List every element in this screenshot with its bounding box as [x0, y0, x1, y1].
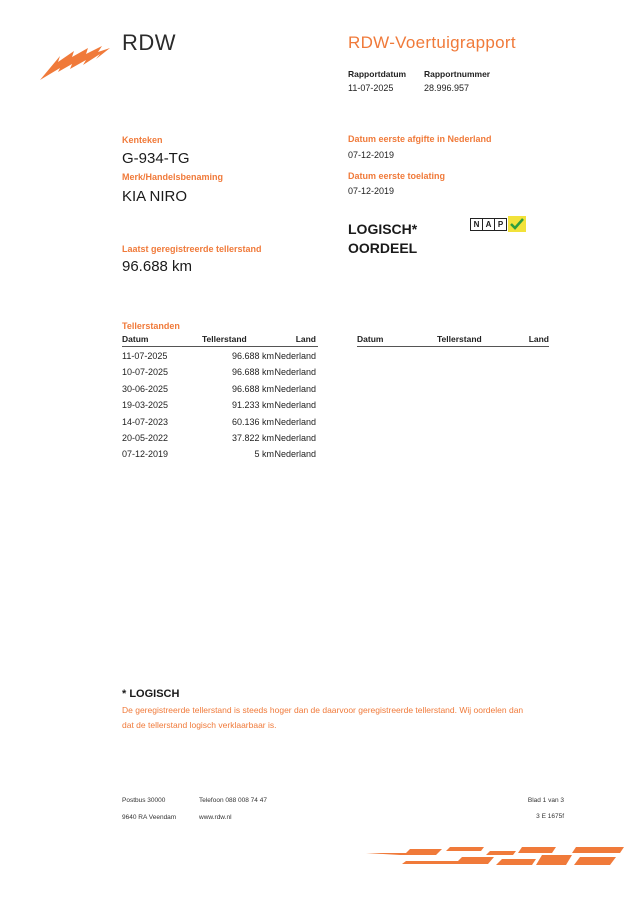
cell-reading: 96.688 km: [231, 351, 274, 361]
nap-letter-p: P: [497, 219, 504, 229]
verdict-line-1: LOGISCH*: [348, 221, 418, 237]
table-row: [122, 384, 318, 400]
cell-date: 10-07-2025: [122, 367, 169, 378]
header-rule: [122, 346, 318, 347]
rdw-logo-icon: [38, 42, 112, 82]
report-number-label: Rapportnummer: [424, 69, 491, 79]
cell-date: 11-07-2025: [122, 351, 168, 361]
col-header-reading-right: Tellerstand: [437, 334, 482, 344]
cell-date: 20-05-2022: [122, 432, 169, 443]
table-row: [122, 367, 318, 383]
make-label: Merk/Handelsbenaming: [122, 172, 224, 182]
cell-date: 30-06-2025: [122, 383, 169, 394]
first-admission-label: Datum eerste toelating: [348, 171, 446, 181]
report-date-label: Rapportdatum: [348, 69, 407, 79]
readings-table-left: [122, 334, 318, 466]
footer-postbus: Postbus 30000: [122, 797, 166, 804]
cell-date: 14-07-2023: [122, 416, 169, 427]
table-row: [122, 449, 318, 465]
note-text-line-1: De geregistreerde tellerstand is steeds hoger dan de daarvoor geregistreerde tellerstand. Wij oordelen dan: [122, 705, 524, 715]
report-number: 28.996.957: [424, 83, 470, 93]
verdict-text: [348, 220, 417, 258]
footer-page: Blad 1 van 3: [527, 797, 564, 804]
col-header-date-right: Datum: [357, 334, 384, 344]
nap-logo: [470, 218, 507, 231]
nap-badge: [470, 216, 526, 232]
cell-date: 19-03-2025: [122, 400, 169, 411]
cell-country: Nederland: [274, 400, 316, 411]
nap-letter-a: A: [482, 219, 495, 230]
first-admission-value: 07-12-2019: [348, 186, 395, 196]
nap-letter-n: N: [473, 219, 480, 229]
report-date: 11-07-2025: [348, 83, 394, 93]
col-header-date: Datum: [122, 334, 149, 344]
readings-table-right: [357, 334, 549, 347]
cell-reading: 96.688 km: [231, 383, 274, 394]
readings-header-row-right: [357, 334, 549, 346]
make-value: KIA NIRO: [122, 188, 188, 205]
cell-reading: 60.136 km: [231, 416, 274, 427]
cell-country: Nederland: [274, 367, 316, 378]
verdict-line-2: OORDEEL: [348, 240, 418, 256]
cell-country: Nederland: [274, 449, 316, 460]
table-row: [122, 417, 318, 433]
plate-label: Kenteken: [122, 135, 163, 145]
col-header-reading: Tellerstand: [202, 334, 247, 344]
footer-city: 9640 RA Veendam: [122, 814, 177, 821]
first-issue-label: Datum eerste afgifte in Nederland: [348, 134, 492, 144]
check-icon: [508, 216, 526, 232]
cell-reading: 37.822 km: [231, 432, 274, 443]
brand-name: RDW: [122, 30, 177, 55]
header-rule-right: [357, 346, 549, 347]
odometer-label: Laatst geregistreerde tellerstand: [122, 244, 262, 254]
table-row: [122, 400, 318, 416]
col-header-country-right: Land: [528, 334, 549, 344]
readings-header-row: [122, 334, 318, 346]
table-row: [122, 351, 318, 367]
plate-value: G-934-TG: [122, 150, 190, 167]
col-header-country: Land: [295, 334, 316, 344]
note-text: [122, 703, 572, 733]
cell-date: 07-12-2019: [122, 449, 169, 460]
first-issue-value: 07-12-2019: [348, 150, 395, 160]
cell-country: Nederland: [274, 416, 316, 427]
readings-rows: [122, 351, 318, 466]
decorative-stripes-icon: [366, 843, 628, 869]
table-row: [122, 433, 318, 449]
footer-code: 3 E 1675f: [536, 813, 564, 820]
cell-country: Nederland: [274, 351, 316, 361]
footer-phone: Telefoon 088 008 74 47: [199, 797, 267, 804]
note-text-line-2: dat de tellerstand logisch verklaarbaar is.: [122, 720, 277, 730]
footer-web[interactable]: www.rdw.nl: [199, 814, 232, 821]
cell-country: Nederland: [274, 383, 316, 394]
cell-country: Nederland: [274, 432, 316, 443]
odometer-value: 96.688 km: [122, 258, 193, 275]
readings-section-label: Tellerstanden: [122, 321, 180, 331]
note-title: * LOGISCH: [122, 688, 180, 700]
cell-reading: 5 km: [254, 449, 274, 460]
report-title: RDW-Voertuigrapport: [348, 33, 516, 52]
cell-reading: 91.233 km: [231, 400, 274, 411]
cell-reading: 96.688 km: [231, 367, 274, 378]
